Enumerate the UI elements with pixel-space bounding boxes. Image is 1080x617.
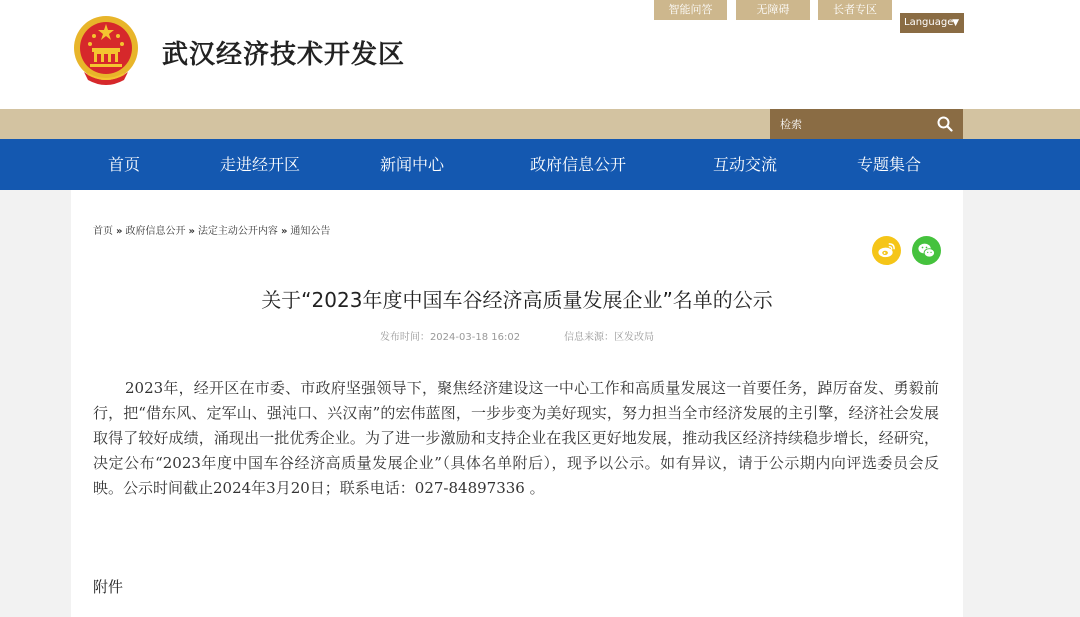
nav-item-about[interactable]: 走进经开区 — [220, 155, 301, 174]
source-label: 信息来源： — [564, 332, 615, 343]
search-input[interactable] — [770, 109, 930, 139]
publish-time-label: 发布时间： — [379, 332, 430, 343]
breadcrumb — [93, 222, 330, 237]
site-title[interactable]: 武汉经济技术开发区 — [162, 40, 406, 70]
breadcrumb-notices[interactable]: 通知公告 — [290, 226, 331, 237]
search-box — [770, 109, 963, 139]
breadcrumb-home[interactable]: 首页 — [93, 226, 113, 237]
chevron-down-icon: ▼ — [952, 18, 959, 28]
share-weibo-button[interactable] — [872, 236, 901, 265]
article-title: 关于“2023年度中国车谷经济高质量发展企业”名单的公示 — [261, 288, 773, 312]
article-body: 2023年，经开区在市委、市政府坚强领导下，聚焦经济建设这一中心工作和高质量发展这一首要任务，踔厉奋发、勇毅前行，把“借东风、定军山、强沌口、兴汉南”的宏伟蓝图，一步步变为美好现实，努力担当全市经济发展的主引擎，经济社会发展取得了较好成绩，涌现出一批优秀企业。为了进一步激励和支持企业在我区更好地发展，推动我区经济持续稳步增长，经研究，决定公布“2023年度中国车谷经济高质量发展企业”（具体名单附后），现予以公示。如有异议，请于公示期内向评选委员会反映。公示时间截止2024年3月20日；联系电话：027-84897336 。 — [93, 379, 939, 497]
breadcrumb-separator: » — [188, 226, 195, 237]
article-panel — [71, 190, 963, 617]
breadcrumb-gov-info[interactable]: 政府信息公开 — [125, 226, 186, 237]
nav-item-home[interactable]: 首页 — [108, 155, 141, 174]
breadcrumb-separator: » — [116, 226, 123, 237]
publish-time: 2024-03-18 16:02 — [429, 332, 521, 343]
share-wechat-button[interactable] — [912, 236, 941, 265]
breadcrumb-separator: » — [280, 226, 288, 237]
language-label: Language — [904, 17, 954, 28]
national-emblem-icon[interactable] — [72, 14, 140, 86]
main-nav — [0, 139, 1080, 190]
wechat-icon — [917, 241, 936, 260]
nav-item-interaction[interactable]: 互动交流 — [713, 155, 778, 174]
search-icon[interactable] — [937, 116, 953, 132]
attachment-heading: 附件 — [93, 578, 124, 596]
search-strip — [0, 109, 1080, 139]
weibo-icon — [877, 241, 896, 260]
nav-item-gov-info[interactable]: 政府信息公开 — [530, 155, 627, 174]
source-value: 区发改局 — [614, 332, 655, 343]
elderly-zone-link[interactable]: 长者专区 — [818, 0, 892, 20]
smart-qa-link[interactable]: 智能问答 — [654, 0, 727, 20]
language-dropdown[interactable] — [900, 13, 964, 33]
article-meta — [71, 328, 963, 343]
nav-item-topics[interactable]: 专题集合 — [857, 155, 922, 174]
site-header — [0, 0, 1080, 109]
breadcrumb-mandatory-disclosure[interactable]: 法定主动公开内容 — [197, 226, 278, 237]
accessibility-link[interactable]: 无障碍 — [736, 0, 810, 20]
nav-item-news[interactable]: 新闻中心 — [380, 155, 445, 174]
